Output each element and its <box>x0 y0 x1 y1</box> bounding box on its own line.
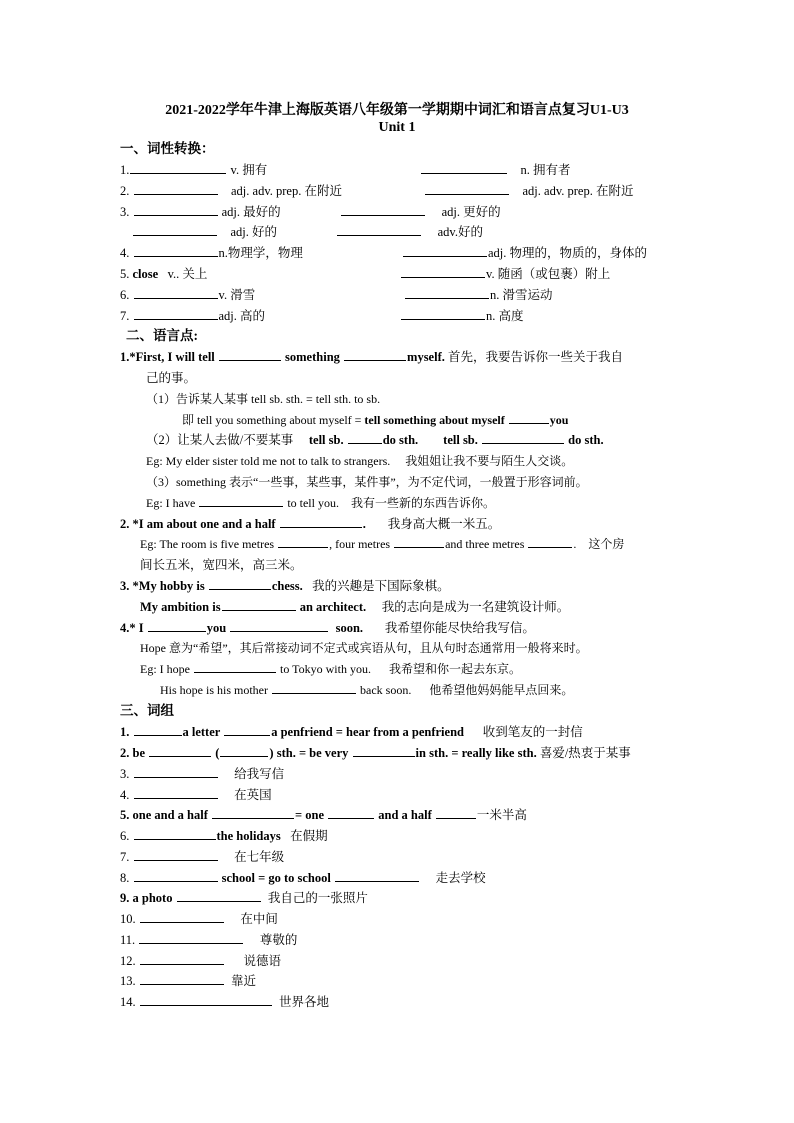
blank <box>140 993 272 1006</box>
blank <box>134 786 218 799</box>
example-5: His hope is his mother back soon. 他希望他妈妈能早点回来。 <box>160 683 574 697</box>
blank <box>528 535 572 548</box>
blank <box>482 431 564 444</box>
blank <box>403 244 487 257</box>
blank <box>405 286 489 299</box>
point-1: 1.*First, I will tell something myself. 首先，我要告诉你一些关于我自 <box>120 350 624 364</box>
blank <box>344 348 406 361</box>
blank <box>224 723 270 736</box>
section-3-heading: 三、词组 <box>120 703 174 718</box>
blank <box>199 494 283 507</box>
blank <box>194 660 276 673</box>
blank <box>278 535 328 548</box>
phrase-8: 8. school = go to school 走去学校 <box>120 871 486 885</box>
phrase-2: 2. be ( ) sth. = be very in sth. = really like sth. 喜爱/热衷于某事 <box>120 746 631 760</box>
note-2: （2）让某人去做/不要某事 tell sb. do sth. tell sb. do sth. <box>146 433 604 447</box>
blank <box>341 203 425 216</box>
example-3-cont: 间长五米，宽四米，高三米。 <box>140 558 303 572</box>
phrase-4: 4. 在英国 <box>120 788 272 802</box>
blank <box>220 744 268 757</box>
point-4: 4.* I you soon. 我希望你能尽快给我写信。 <box>120 621 535 635</box>
blank <box>353 744 415 757</box>
phrase-12: 12. 说德语 <box>120 954 282 968</box>
example-1: Eg: My elder sister told me not to talk to strangers. 我姐姐让我不要与陌生人交谈。 <box>146 454 574 468</box>
blank <box>335 869 419 882</box>
phrase-11: 11. 尊敬的 <box>120 933 298 947</box>
blank <box>134 848 218 861</box>
blank <box>348 431 382 444</box>
example-4: Eg: I hope to Tokyo with you. 我希望和你一起去东京。 <box>140 662 521 676</box>
blank <box>328 806 374 819</box>
blank <box>134 765 218 778</box>
hope-note: Hope 意为“希望”，其后常接动词不定式或宾语从句，且从句时态通常用一般将来时。 <box>140 641 588 655</box>
point-1-cont: 己的事。 <box>146 371 197 385</box>
example-3: Eg: The room is five metres , four metres and three metres . 这个房 <box>140 537 625 551</box>
blank <box>140 972 224 985</box>
blank <box>394 535 444 548</box>
blank <box>272 681 356 694</box>
note-1: （1）告诉某人某事 tell sb. sth. = tell sth. to sb. <box>146 392 381 406</box>
blank <box>280 515 362 528</box>
worksheet-page: 2021-2022学年牛津上海版英语八年级第一学期期中词汇和语言点复习U1-U3 Unit 1 一、词性转换： 1. v. 拥有 n. 拥有者 2. adj. adv. prep. 在附近 adj. adv. prep. 在附近 3. adj. 最好的 adj. 更好的 adj. 好的 adv.好的 4. n.物理学，物理 adj. 物理的，物质的，身体的 5. close v.. 关上 v. 随函（或包裹）附上 6. v. 滑雪 n. 滑雪运动 7. adj. 高的 n. 高度 二、语言点: 1.*First, I will tell something myself. 首先，我要告诉你一些关于我自 己的事。 （1）告诉某人某事 tell sb. sth. = tell sth. to sb. 即 tell you something about myself = tell something about myself you （2）让某人去做/不要某事 tell sb. do sth. tell sb. do sth. Eg: My elder sister told me not to talk to strangers. 我姐姐让我不要与陌生人交谈。 （3）something 表示“一些事，某些事，某件事”，为不定代词，一般置于形容词前。 Eg: I have to tell you. 我有一些新的东西告诉你。 2. *I am about one and a half . 我身高大概一米五。 Eg: The room is five metres , four metres and three metres . 这个房 间长五米，宽四米，高三米。 3. *My hobby is chess. 我的兴趣是下国际象棋。 My ambition is an architect. 我的志向是成为一名建筑设计师。 4.* I you soon. 我希望你能尽快给我写信。 Hope 意为“希望”，其后常接动词不定式或宾语从句，且从句时态通常用一般将来时。 Eg: I hope to Tokyo with you. 我希望和你一起去东京。 His hope is his mother back soon. 他希望他妈妈能早点回来。 三、词组 1. a letter a penfriend = hear from a penfriend 收到笔友的一封信 2. be ( ) sth. = be very in sth. = really like sth. 喜爱/热衷于某事 3. 给我写信 4. 在英国 5. one and a half = one and a half 一米半高 6. the holidays 在假期 7. 在七年级 8. school = go to school 走去学校 9. a photo 我自己的一张照片 10. 在中间 11. 尊敬的 12. 说德语 13. 靠近 14. 世界各地 <box>0 0 794 1123</box>
note-3: （3）something 表示“一些事，某些事，某件事”，为不定代词，一般置于形容词前。 <box>146 475 588 489</box>
blank <box>230 619 328 632</box>
phrase-13: 13. 靠近 <box>120 974 257 988</box>
section-1-heading: 一、词性转换： <box>120 141 215 156</box>
phrase-7: 7. 在七年级 <box>120 850 285 864</box>
phrase-3: 3. 给我写信 <box>120 767 285 781</box>
blank <box>401 307 485 320</box>
blank <box>509 411 549 424</box>
blank <box>134 182 218 195</box>
blank <box>421 161 507 174</box>
phrase-14: 14. 世界各地 <box>120 995 330 1009</box>
blank <box>219 348 281 361</box>
blank <box>140 952 224 965</box>
blank <box>177 889 261 902</box>
blank <box>134 723 182 736</box>
phrase-5: 5. one and a half = one and a half 一米半高 <box>120 808 527 822</box>
blank <box>134 307 218 320</box>
blank <box>436 806 476 819</box>
phrase-10: 10. 在中间 <box>120 912 278 926</box>
blank <box>212 806 294 819</box>
blank <box>134 869 218 882</box>
blank <box>134 203 218 216</box>
blank <box>134 827 216 840</box>
phrase-6: 6. the holidays 在假期 <box>120 829 328 843</box>
blank <box>134 244 218 257</box>
unit-heading: Unit 1 <box>378 120 416 135</box>
phrase-1: 1. a letter a penfriend = hear from a penfriend 收到笔友的一封信 <box>120 725 583 739</box>
blank <box>222 598 296 611</box>
blank <box>148 619 206 632</box>
blank <box>425 182 509 195</box>
blank <box>139 931 243 944</box>
blank <box>134 286 218 299</box>
note-1b: 即 tell you something about myself = tell something about myself you <box>182 413 569 427</box>
blank <box>337 223 421 236</box>
section-2-heading: 二、语言点: <box>126 328 198 343</box>
blank <box>140 910 224 923</box>
document-title: 2021-2022学年牛津上海版英语八年级第一学期期中词汇和语言点复习U1-U3 <box>165 103 629 118</box>
point-2: 2. *I am about one and a half . 我身高大概一米五。 <box>120 517 501 531</box>
blank <box>209 577 271 590</box>
example-2: Eg: I have to tell you. 我有一些新的东西告诉你。 <box>146 496 495 510</box>
blank <box>133 223 217 236</box>
point-3: 3. *My hobby is chess. 我的兴趣是下国际象棋。 <box>120 579 450 593</box>
point-3b: My ambition is an architect. 我的志向是成为一名建筑设计师。 <box>140 600 570 614</box>
blank <box>401 265 485 278</box>
phrase-9: 9. a photo 我自己的一张照片 <box>120 891 368 905</box>
blank <box>130 161 226 174</box>
blank <box>149 744 211 757</box>
